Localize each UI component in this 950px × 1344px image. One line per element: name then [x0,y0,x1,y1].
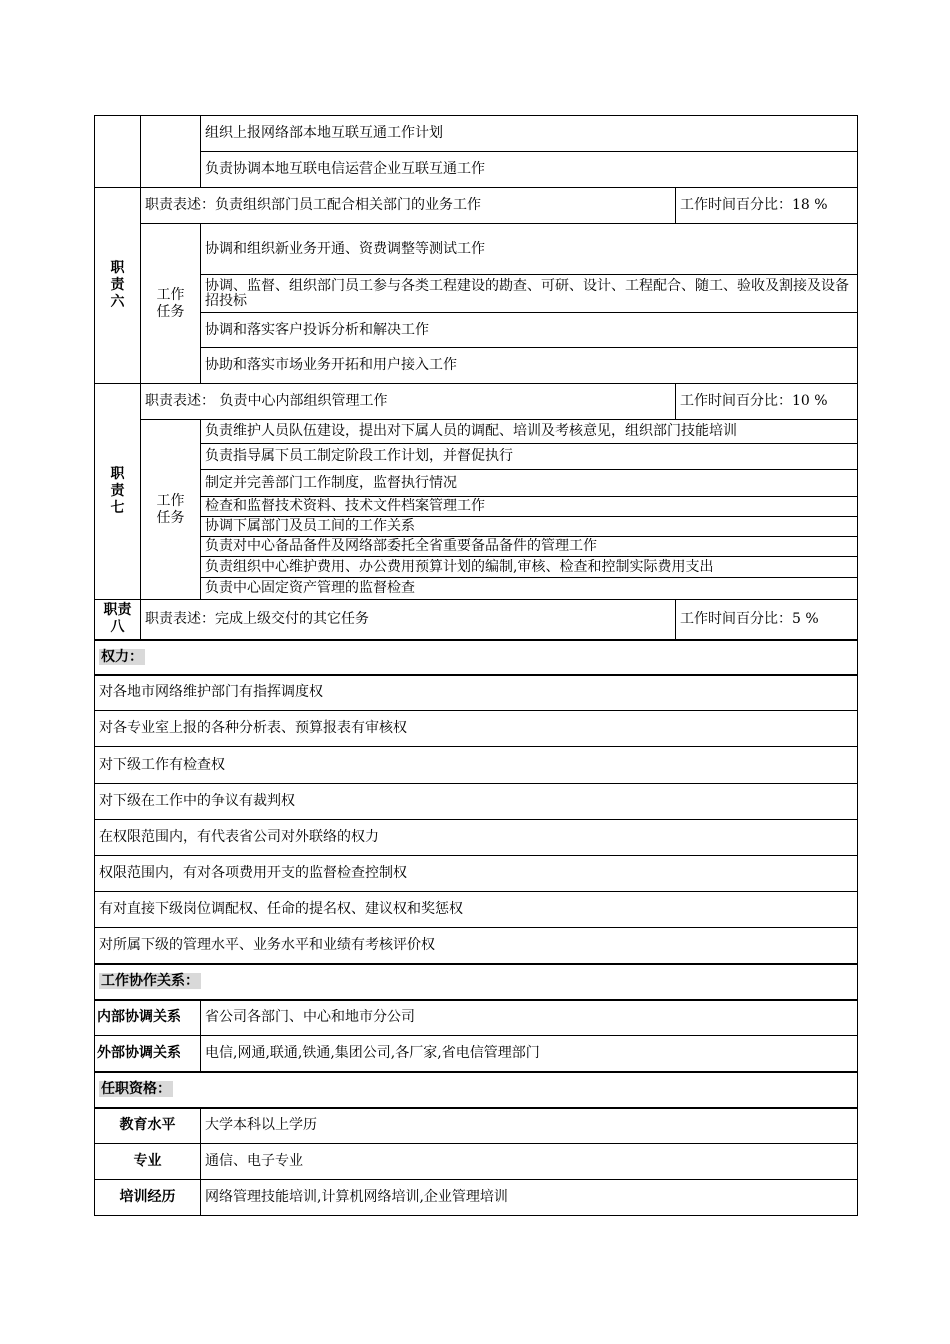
task-item: 负责中心固定资产管理的监督检查 [201,578,858,600]
duty-cont-label [95,116,141,188]
major-label: 专业 [95,1144,201,1180]
external-relations-label: 外部协调关系 [95,1036,201,1072]
duties-table [94,115,858,1216]
task-item: 协助和落实市场业务开拓和用户接入工作 [201,348,858,384]
duty6-label: 职 责 六 [95,188,141,384]
power-item: 对各专业室上报的各种分析表、预算报表有审核权 [95,711,858,747]
job-description-sheet [94,115,857,1216]
duty6-description: 职责表述：负责组织部门员工配合相关部门的业务工作 [141,188,676,224]
task-item: 组织上报网络部本地互联互通工作计划 [201,116,858,152]
task-item: 负责指导属下员工制定阶段工作计划，并督促执行 [201,444,858,470]
duty8-label: 职责 八 [95,600,141,640]
task-item: 负责组织中心维护费用、办公费用预算计划的编制,审核、检查和控制实际费用支出 [201,557,858,578]
power-item: 在权限范围内，有代表省公司对外联络的权力 [95,820,858,856]
education-label: 教育水平 [95,1108,201,1144]
task-item: 协调和组织新业务开通、资费调整等测试工作 [201,224,858,275]
power-section-title: 权力： [95,640,858,675]
power-item: 权限范围内，有对各项费用开支的监督检查控制权 [95,856,858,892]
internal-relations-value: 省公司各部门、中心和地市分公司 [201,1000,858,1036]
duty7-description: 职责表述： 负责中心内部组织管理工作 [141,384,676,420]
duty7-task-label: 工作 任务 [141,420,201,600]
internal-relations-label: 内部协调关系 [95,1000,201,1036]
major-value: 通信、电子专业 [201,1144,858,1180]
training-label: 培训经历 [95,1180,201,1216]
task-item: 负责协调本地互联电信运营企业互联互通工作 [201,152,858,188]
task-item: 协调下属部门及员工间的工作关系 [201,517,858,537]
duty-cont-task-label [141,116,201,188]
power-item: 对下级工作有检查权 [95,747,858,784]
task-item: 制定并完善部门工作制度，监督执行情况 [201,470,858,497]
duty8-percentage: 工作时间百分比：5 % [676,600,858,640]
education-value: 大学本科以上学历 [201,1108,858,1144]
duty7-label: 职 责 七 [95,384,141,600]
task-item: 协调和落实客户投诉分析和解决工作 [201,313,858,348]
task-item: 负责维护人员队伍建设，提出对下属人员的调配、培训及考核意见，组织部门技能培训 [201,420,858,444]
task-item: 负责对中心备品备件及网络部委托全省重要备品备件的管理工作 [201,537,858,557]
duty6-percentage: 工作时间百分比：18 % [676,188,858,224]
power-item: 对下级在工作中的争议有裁判权 [95,784,858,820]
duty7-percentage: 工作时间百分比：10 % [676,384,858,420]
task-item: 检查和监督技术资料、技术文件档案管理工作 [201,497,858,517]
duty8-description: 职责表述：完成上级交付的其它任务 [141,600,676,640]
external-relations-value: 电信,网通,联通,铁通,集团公司,各厂家,省电信管理部门 [201,1036,858,1072]
training-value: 网络管理技能培训,计算机网络培训,企业管理培训 [201,1180,858,1216]
duty6-task-label: 工作 任务 [141,224,201,384]
qualifications-section-title: 任职资格： [95,1072,858,1108]
power-item: 对所属下级的管理水平、业务水平和业绩有考核评价权 [95,928,858,964]
power-item: 对各地市网络维护部门有指挥调度权 [95,675,858,711]
power-item: 有对直接下级岗位调配权、任命的提名权、建议权和奖惩权 [95,892,858,928]
task-item: 协调、监督、组织部门员工参与各类工程建设的勘查、可研、设计、工程配合、随工、验收及割接及设备招投标 [201,275,858,313]
relations-section-title: 工作协作关系： [95,964,858,1000]
